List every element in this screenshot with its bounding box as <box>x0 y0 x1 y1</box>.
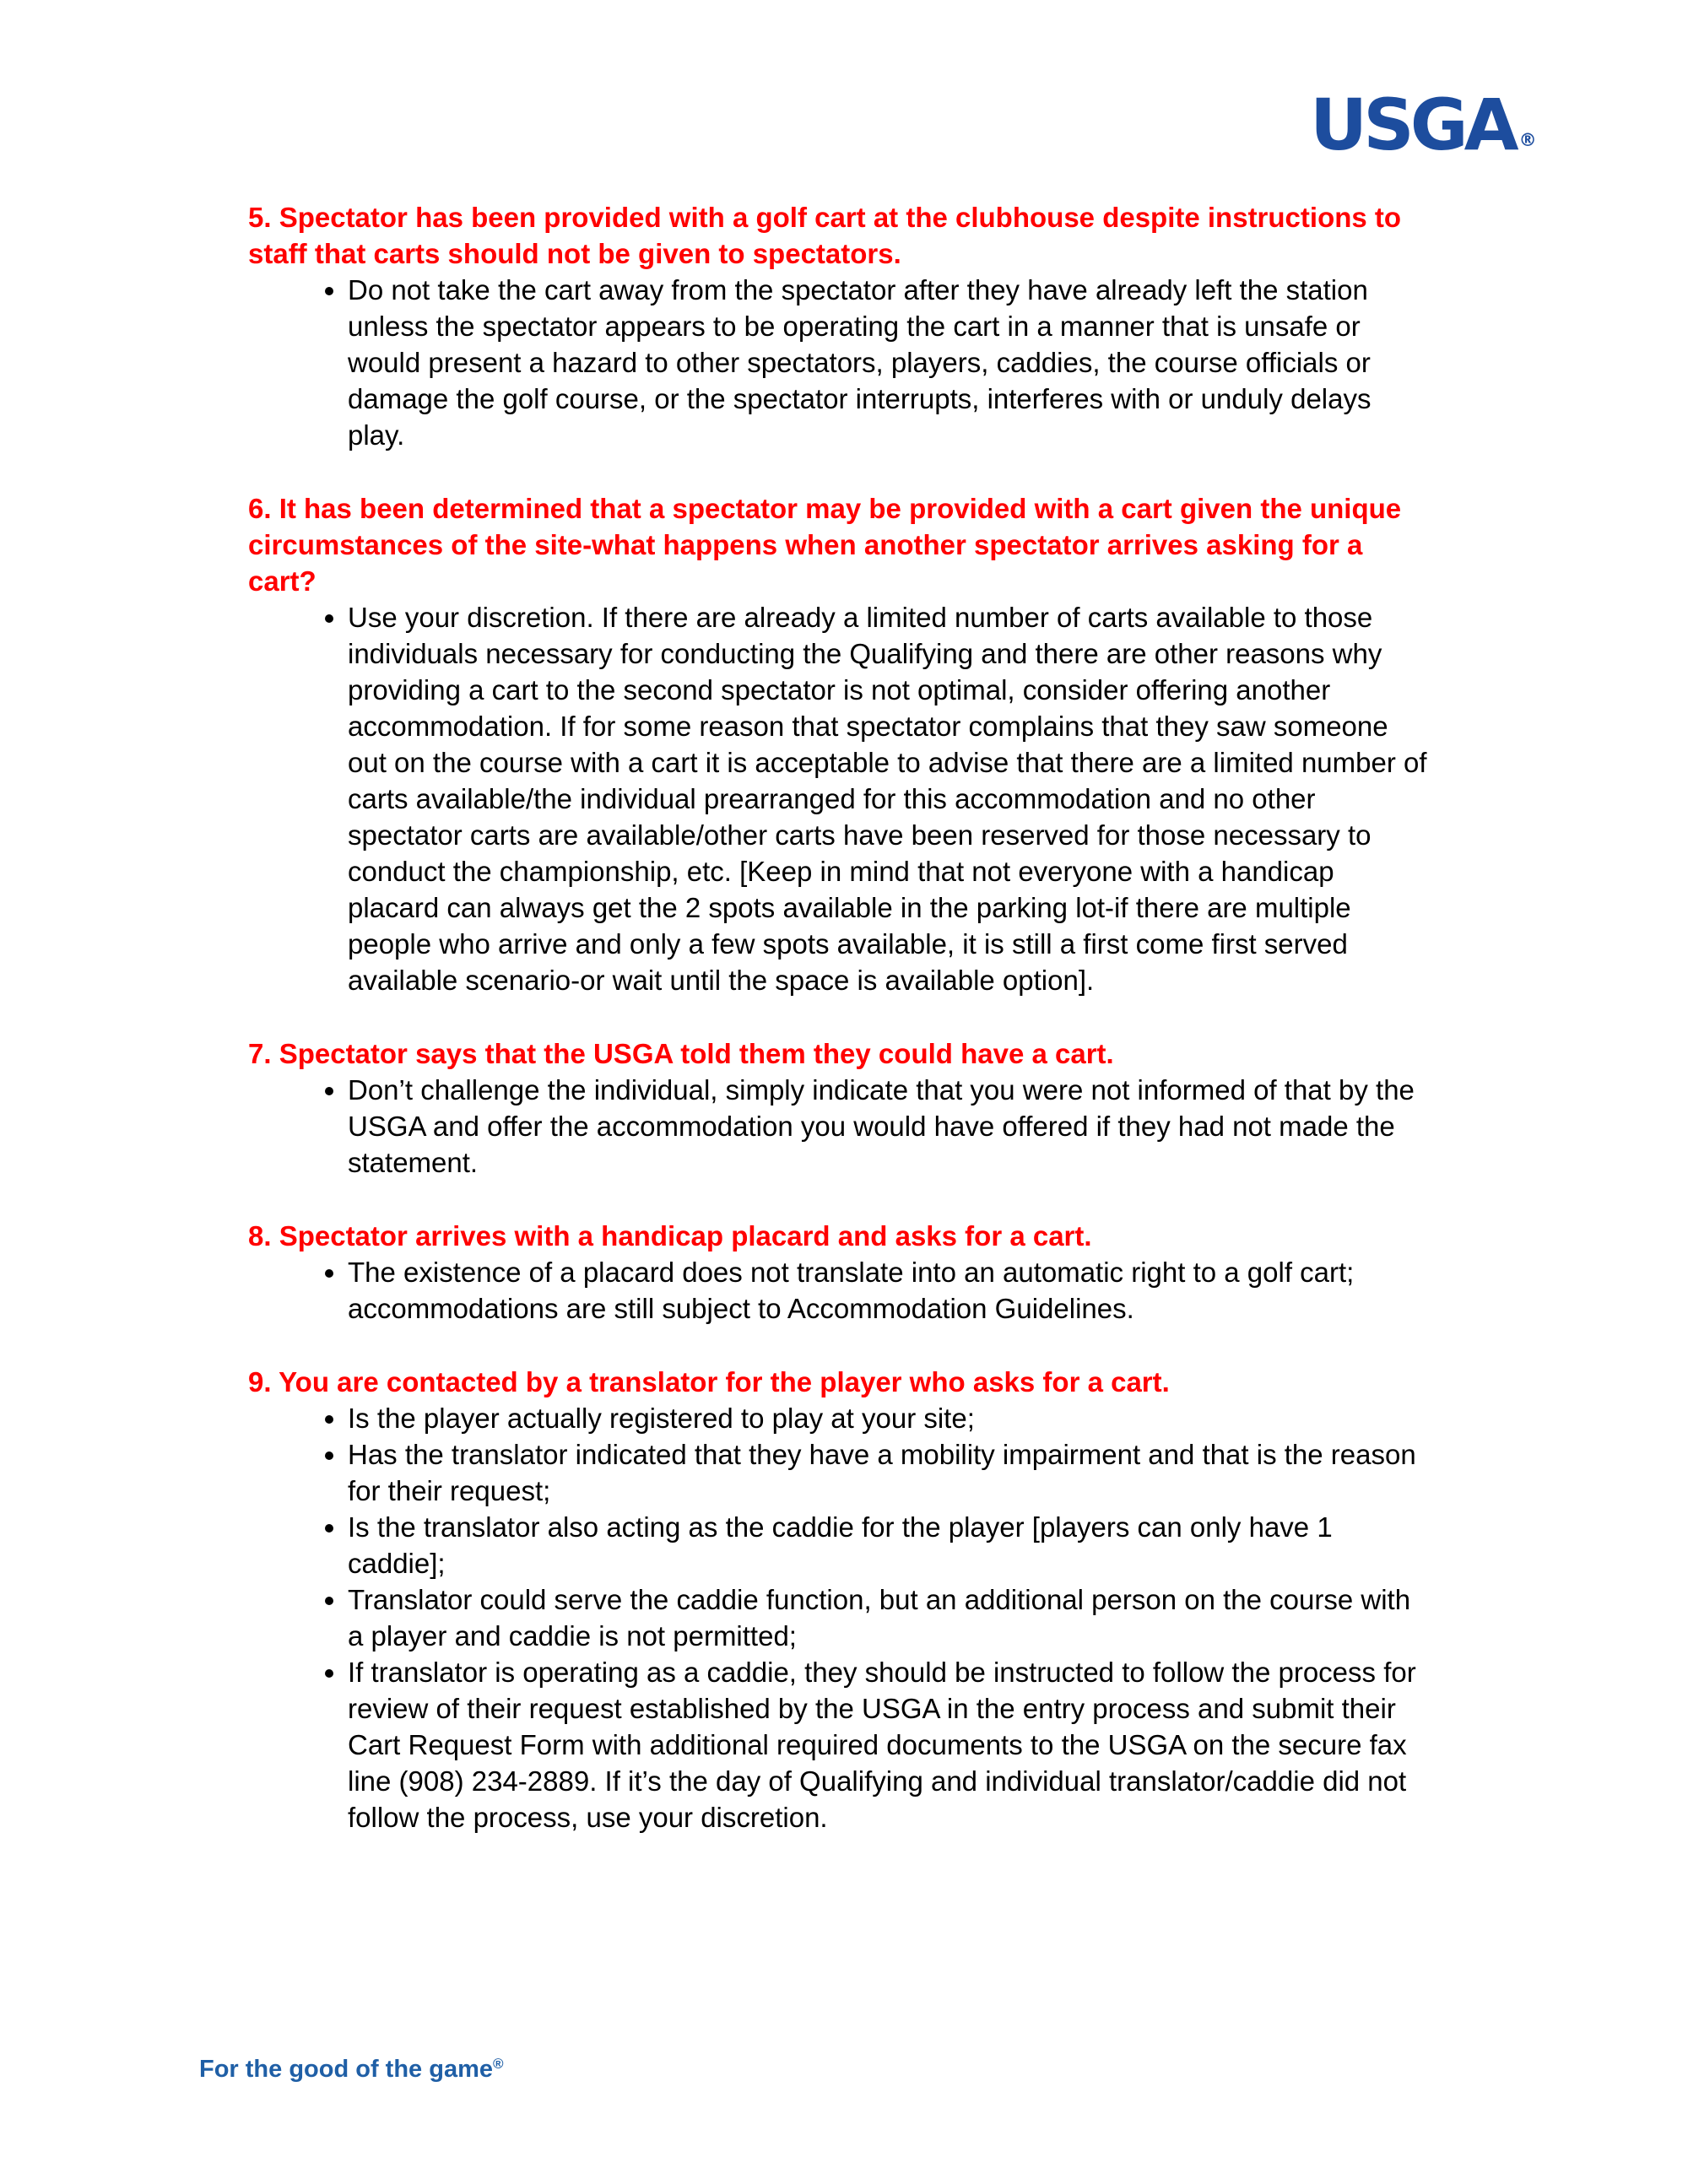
footer-tagline <box>199 2049 504 2084</box>
bullet-item: • Use your discretion. If there are already a limited number of carts available to those individuals necessary for conducting the Qualifying and there are other reasons why providing a cart to the second spectator is not optimal, consider offering another accommodation. If for some reason that spectator complains that they saw someone out on the course with a cart it is acceptable to advise that there are a limited number of carts available/the individual prearranged for this accommodation and no other spectator carts are available/other carts have been reserved for those necessary to conduct the championship, etc. [Keep in mind that not everyone with a handicap placard can always get the 2 spots available in the parking lot-if there are multiple people who arrive and only a few spots available, it is still a first come first served available scenario-or wait until the space is available option]. <box>348 599 1430 998</box>
section-9-bullet-list <box>248 1400 1430 1835</box>
bullet-item: • If translator is operating as a caddie, they should be instructed to follow the process for review of their request established by the USGA in the entry process and submit their Cart Request Form with additional required documents to the USGA on the secure fax line (908) 234-2889. If it’s the day of Qualifying and individual translator/caddie did not follow the process, use your discretion. <box>348 1654 1430 1835</box>
section-7-bullet-list <box>248 1072 1430 1181</box>
section-6-heading: 6. It has been determined that a spectator may be provided with a cart given the unique circumstances of the site-what happens when another spectator arrives asking for a cart? <box>248 493 1402 597</box>
faq-section-9 <box>248 1364 1430 1835</box>
faq-section-6 <box>248 490 1430 998</box>
section-8-heading: 8. Spectator arrives with a handicap placard and asks for a cart. <box>248 1220 1092 1251</box>
usga-logo-text: USGA <box>1310 84 1515 166</box>
footer-registered-mark: ® <box>493 2056 504 2072</box>
bullet-item: • Do not take the cart away from the spectator after they have already left the station unless the spectator appears to be operating the cart in a manner that is unsafe or would present a hazard to other spectators, players, caddies, the course officials or damage the golf course, or the spectator interrupts, interferes with or unduly delays play. <box>348 272 1430 453</box>
section-6-bullet-list <box>248 599 1430 998</box>
bullet-item: • Is the player actually registered to play at your site; <box>348 1400 1430 1436</box>
section-7-heading: 7. Spectator says that the USGA told them they could have a cart. <box>248 1038 1114 1069</box>
bullet-item: • Don’t challenge the individual, simply indicate that you were not informed of that by the USGA and offer the accommodation you would have offered if they had not made the statement. <box>348 1072 1430 1181</box>
bullet-item: • Has the translator indicated that they have a mobility impairment and that is the reason for their request; <box>348 1436 1430 1509</box>
faq-section-8 <box>248 1218 1430 1327</box>
section-5-heading: 5. Spectator has been provided with a golf cart at the clubhouse despite instructions to staff that carts should not be given to spectators. <box>248 202 1402 269</box>
faq-content <box>248 199 1430 1873</box>
bullet-item: • The existence of a placard does not translate into an automatic right to a golf cart; accommodations are still subject to Accommodation Guidelines. <box>348 1254 1430 1327</box>
usga-logo-registered-mark: ® <box>1518 130 1537 150</box>
section-9-heading: 9. You are contacted by a translator for the player who asks for a cart. <box>248 1366 1170 1397</box>
bullet-item: • Translator could serve the caddie function, but an additional person on the course with a player and caddie is not permitted; <box>348 1581 1430 1654</box>
section-8-bullet-list <box>248 1254 1430 1327</box>
bullet-item: • Is the translator also acting as the caddie for the player [players can only have 1 caddie]; <box>348 1509 1430 1581</box>
section-5-bullet-list <box>248 272 1430 453</box>
faq-section-7 <box>248 1035 1430 1181</box>
footer-text: For the good of the game <box>199 2056 493 2083</box>
usga-logo <box>1310 84 1537 166</box>
faq-section-5 <box>248 199 1430 453</box>
